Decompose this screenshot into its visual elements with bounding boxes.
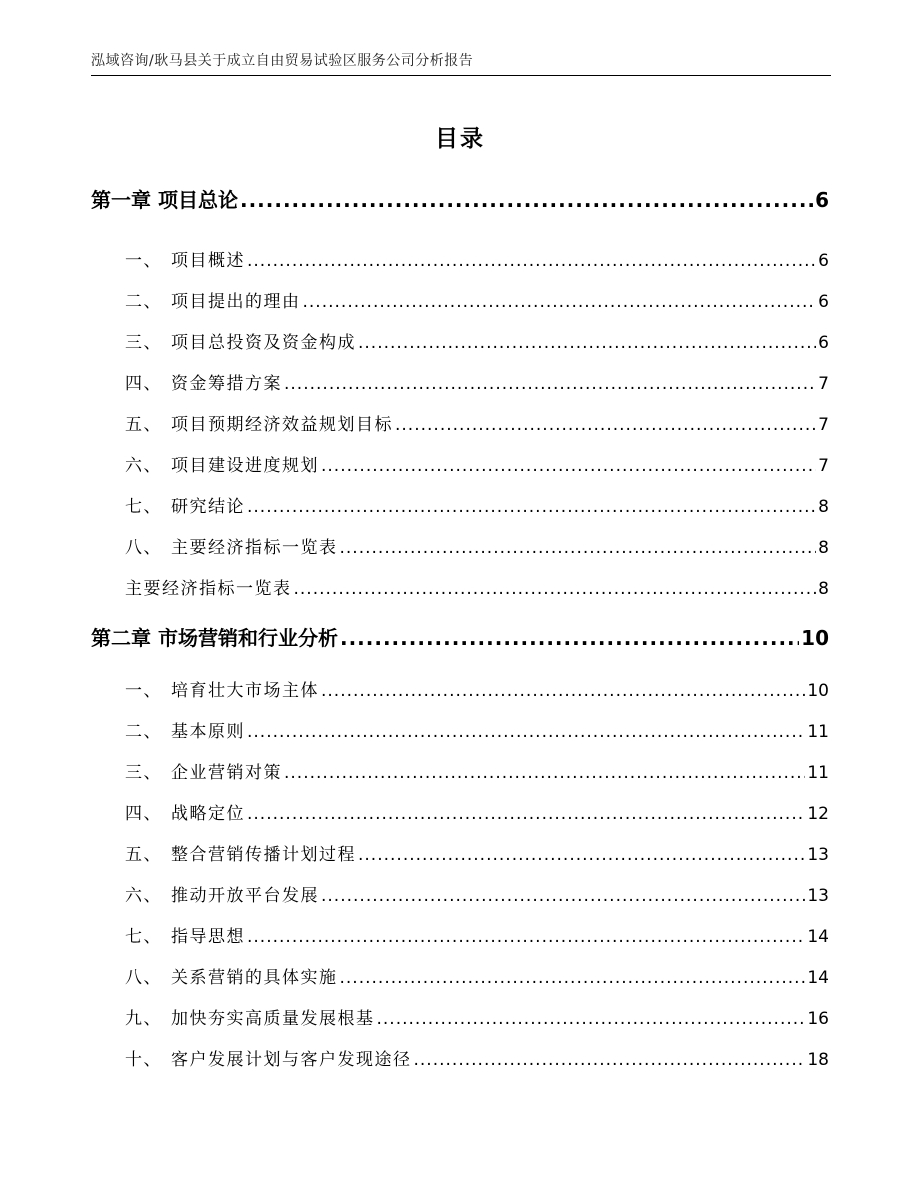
header-divider xyxy=(91,75,831,76)
toc-section-text: 指导思想 xyxy=(171,927,245,947)
toc-section[interactable] xyxy=(125,963,829,988)
toc-page-number: 8 xyxy=(818,579,829,599)
toc-section[interactable] xyxy=(125,328,829,353)
toc-section-label xyxy=(125,963,338,988)
toc-section-number: 四、 xyxy=(125,804,162,824)
toc-section-label xyxy=(125,1045,412,1070)
toc-leader xyxy=(284,374,816,394)
toc-section-number: 二、 xyxy=(125,722,162,742)
toc-section-label xyxy=(125,881,319,906)
toc-leader xyxy=(321,886,805,906)
toc-leader xyxy=(340,968,806,988)
toc-section-label xyxy=(125,246,245,271)
toc-section[interactable] xyxy=(125,410,829,435)
toc-section[interactable] xyxy=(125,758,829,783)
toc-section-text: 培育壮大市场主体 xyxy=(171,681,319,701)
toc-leader xyxy=(294,579,817,599)
toc-leader xyxy=(247,722,805,742)
toc-leader xyxy=(358,333,816,353)
toc-section-number: 七、 xyxy=(125,927,162,947)
toc-section[interactable] xyxy=(125,922,829,947)
toc-section-number: 一、 xyxy=(125,251,162,271)
toc-section-number: 一、 xyxy=(125,681,162,701)
toc-section[interactable] xyxy=(125,717,829,742)
toc-leader xyxy=(303,292,817,312)
toc-section-text: 企业营销对策 xyxy=(171,763,282,783)
toc-section-text: 项目预期经济效益规划目标 xyxy=(171,415,393,435)
toc-page-number: 6 xyxy=(818,292,829,312)
toc-leader xyxy=(358,845,805,865)
toc-section-label xyxy=(125,369,282,394)
toc-leader xyxy=(340,626,799,650)
toc-section-label xyxy=(125,676,319,701)
toc-page-number: 10 xyxy=(807,681,829,701)
toc-section-label xyxy=(125,410,393,435)
toc-leader xyxy=(340,538,817,558)
toc-section[interactable] xyxy=(125,369,829,394)
toc-page-number: 6 xyxy=(818,251,829,271)
toc-section-number: 五、 xyxy=(125,415,162,435)
toc-section[interactable] xyxy=(125,451,829,476)
toc-section-text: 加快夯实高质量发展根基 xyxy=(171,1009,375,1029)
toc-section-text: 主要经济指标一览表 xyxy=(171,538,338,558)
toc-page-number: 13 xyxy=(807,845,829,865)
toc-section-label xyxy=(125,799,245,824)
toc-section-text: 关系营销的具体实施 xyxy=(171,968,338,988)
toc-section-number: 二、 xyxy=(125,292,162,312)
toc-section-label xyxy=(125,492,245,517)
toc-page-number: 11 xyxy=(807,722,829,742)
toc-leader xyxy=(414,1050,806,1070)
toc-section-number: 五、 xyxy=(125,845,162,865)
toc-section[interactable] xyxy=(125,287,829,312)
toc-section-number: 四、 xyxy=(125,374,162,394)
toc-section-text: 项目概述 xyxy=(171,251,245,271)
toc-table-label: 主要经济指标一览表 xyxy=(125,579,292,599)
toc-section[interactable] xyxy=(125,799,829,824)
toc-leader xyxy=(240,188,813,212)
toc-page-number: 16 xyxy=(807,1009,829,1029)
toc-page-number: 8 xyxy=(818,538,829,558)
toc-section-label xyxy=(125,533,338,558)
toc-section-label xyxy=(125,922,245,947)
toc-section[interactable] xyxy=(125,492,829,517)
toc-section-text: 项目建设进度规划 xyxy=(171,456,319,476)
toc-section-number: 九、 xyxy=(125,1009,162,1029)
toc-page-number: 11 xyxy=(807,763,829,783)
toc-section[interactable] xyxy=(125,881,829,906)
toc-section[interactable] xyxy=(125,1045,829,1070)
toc-section-label xyxy=(125,287,301,312)
toc-section-label xyxy=(125,840,356,865)
toc-section-number: 六、 xyxy=(125,886,162,906)
toc-section-text: 战略定位 xyxy=(171,804,245,824)
toc-section-text: 客户发展计划与客户发现途径 xyxy=(171,1050,412,1070)
toc-section[interactable] xyxy=(125,1004,829,1029)
toc-leader xyxy=(321,681,805,701)
toc-chapter-1[interactable] xyxy=(91,184,829,213)
toc-page-number: 6 xyxy=(818,333,829,353)
toc-page-number: 7 xyxy=(818,456,829,476)
toc-leader xyxy=(321,456,816,476)
toc-section-label xyxy=(125,758,282,783)
toc-section[interactable] xyxy=(125,840,829,865)
toc-section-text: 基本原则 xyxy=(171,722,245,742)
toc-page-number: 8 xyxy=(818,497,829,517)
toc-section-text: 项目总投资及资金构成 xyxy=(171,333,356,353)
toc-leader xyxy=(247,927,805,947)
toc-page-number: 7 xyxy=(818,374,829,394)
toc-section-number: 八、 xyxy=(125,968,162,988)
toc-section-label xyxy=(125,328,356,353)
toc-section-text: 研究结论 xyxy=(171,497,245,517)
toc-leader xyxy=(247,251,816,271)
toc-page-number: 18 xyxy=(807,1050,829,1070)
toc-page-number: 14 xyxy=(807,927,829,947)
toc-leader xyxy=(284,763,805,783)
toc-chapter-2[interactable] xyxy=(91,622,829,651)
running-header: 泓域咨询/耿马县关于成立自由贸易试验区服务公司分析报告 xyxy=(91,53,474,69)
toc-leader xyxy=(395,415,816,435)
toc-page-number: 12 xyxy=(807,804,829,824)
toc-section-number: 三、 xyxy=(125,333,162,353)
toc-leader xyxy=(377,1009,806,1029)
toc-leader xyxy=(247,804,805,824)
toc-section-text: 资金筹措方案 xyxy=(171,374,282,394)
toc-leader xyxy=(247,497,816,517)
toc-chapter-label: 第一章 项目总论 xyxy=(91,188,238,212)
toc-section[interactable] xyxy=(125,533,829,558)
toc-page-number: 14 xyxy=(807,968,829,988)
toc-section-label xyxy=(125,717,245,742)
toc-section-text: 项目提出的理由 xyxy=(171,292,301,312)
toc-page-number: 6 xyxy=(815,188,829,212)
toc-page-number: 13 xyxy=(807,886,829,906)
toc-section-text: 推动开放平台发展 xyxy=(171,886,319,906)
toc-title: 目录 xyxy=(435,126,485,152)
toc-section-number: 三、 xyxy=(125,763,162,783)
toc-section-label xyxy=(125,1004,375,1029)
toc-section-number: 六、 xyxy=(125,456,162,476)
toc-section[interactable] xyxy=(125,676,829,701)
toc-section-label xyxy=(125,451,319,476)
toc-section-text: 整合营销传播计划过程 xyxy=(171,845,356,865)
toc-chapter-label: 第二章 市场营销和行业分析 xyxy=(91,626,338,650)
toc-section-number: 七、 xyxy=(125,497,162,517)
toc-section[interactable] xyxy=(125,246,829,271)
toc-section-number: 十、 xyxy=(125,1050,162,1070)
toc-page-number: 10 xyxy=(801,626,829,650)
toc-page-number: 7 xyxy=(818,415,829,435)
toc-section-number: 八、 xyxy=(125,538,162,558)
toc-table-entry[interactable] xyxy=(125,574,829,599)
